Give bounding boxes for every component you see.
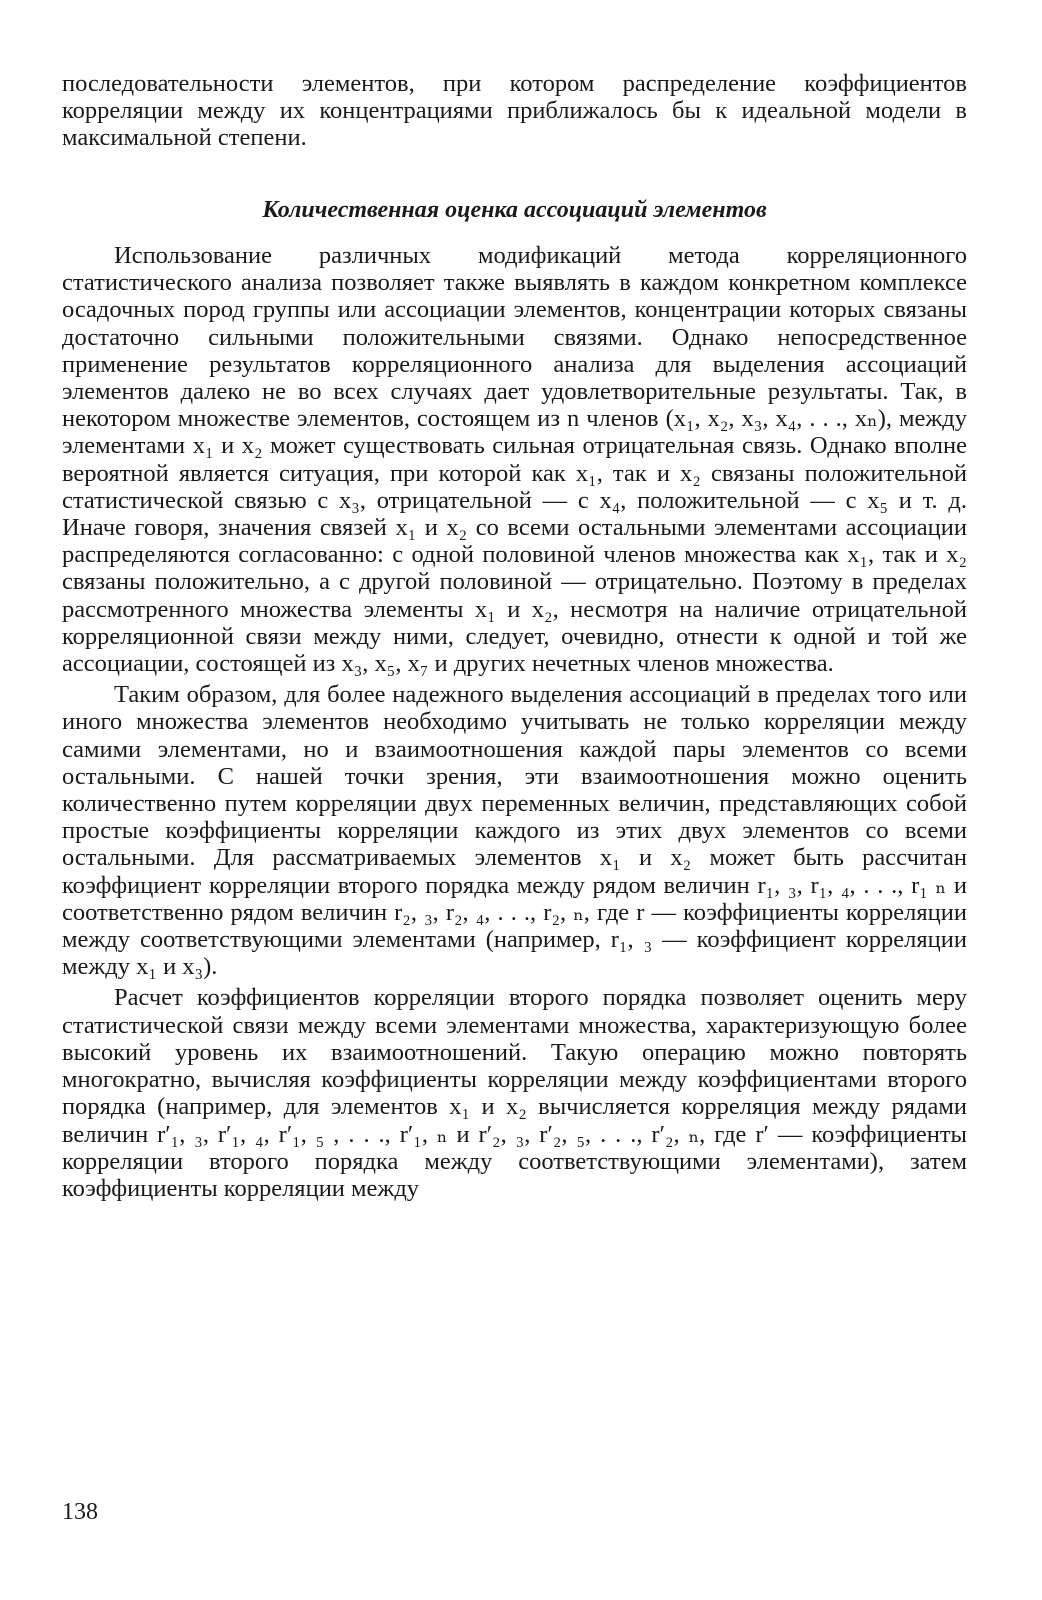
intro-paragraph: последовательности элементов, при котором распределение коэффициентов корреляции между их концентрациями приближалось бы к идеальной модели в максимальной степени. — [62, 70, 967, 152]
paragraph-1: Использование различных модификаций метода корреляционного статистического анализа позволяет также выявлять в каждом конкретном комплексе осадочных пород группы или ассоциации элементов, концентрации которых связаны достаточно сильными положительными связями. Однако непосредственное применение результатов корреляционного анализа для выделения ассоциаций элементов далеко не во всех случаях дает удовлетворительные результаты. Так, в некотором множестве элементов, состоящем из n членов (x₁, x₂, x₃, x₄, . . ., xₙ), между элементами x₁ и x₂ может существовать сильная отрицательная связь. Однако вполне вероятной является ситуация, при которой как x₁, так и x₂ связаны положительной статистической связью с x₃, отрицательной — с x₄, положительной — с x₅ и т. д. Иначе говоря, значения связей x₁ и x₂ со всеми остальными элементами ассоциации распределяются согласованно: с одной половиной членов множества как x₁, так и x₂ связаны положительно, а с другой половиной — отрицательно. Поэтому в пределах рассмотренного множества элементы x₁ и x₂, несмотря на наличие отрицательной корреляционной связи между ними, следует, очевидно, отнести к одной и той же ассоциации, состоящей из x₃, x₅, x₇ и других нечетных членов множества. — [62, 242, 967, 678]
paragraph-2: Таким образом, для более надежного выделения ассоциаций в пределах того или иного множества элементов необходимо учитывать не только корреляции между самими элементами, но и взаимоотношения каждой пары элементов со всеми остальными. С нашей точки зрения, эти взаимоотношения можно оценить количественно путем корреляции двух переменных величин, представляющих собой простые коэффициенты корреляции каждого из этих двух элементов со всеми остальными. Для рассматриваемых элементов x₁ и x₂ может быть рассчитан коэффициент корреляции второго порядка между рядом величин r₁, ₃, r₁, ₄, . . ., r₁ ₙ и соответственно рядом величин r₂, ₃, r₂, ₄, . . ., r₂, ₙ, где r — коэффициенты корреляции между соответствующими элементами (например, r₁, ₃ — коэффициент корреляции между x₁ и x₃). — [62, 681, 967, 981]
page-number: 138 — [62, 1499, 98, 1525]
intro-text — [62, 70, 967, 152]
body-text — [62, 242, 967, 1202]
paragraph-3: Расчет коэффициентов корреляции второго порядка позволяет оценить меру статистической связи между всеми элементами множества, характеризующую более высокий уровень их взаимоотношений. Такую операцию можно повторять многократно, вычисляя коэффициенты корреляции между коэффициентами второго порядка (например, для элементов x₁ и x₂ вычисляется корреляция между рядами величин r′₁, ₃, r′₁, ₄, r′₁, ₅ , . . ., r′₁, ₙ и r′₂, ₃, r′₂, ₅, . . ., r′₂, ₙ, где r′ — коэффициенты корреляции второго порядка между соответствующими элементами), затем коэффициенты корреляции между — [62, 984, 967, 1202]
section-heading: Количественная оценка ассоциаций элементов — [262, 197, 767, 223]
